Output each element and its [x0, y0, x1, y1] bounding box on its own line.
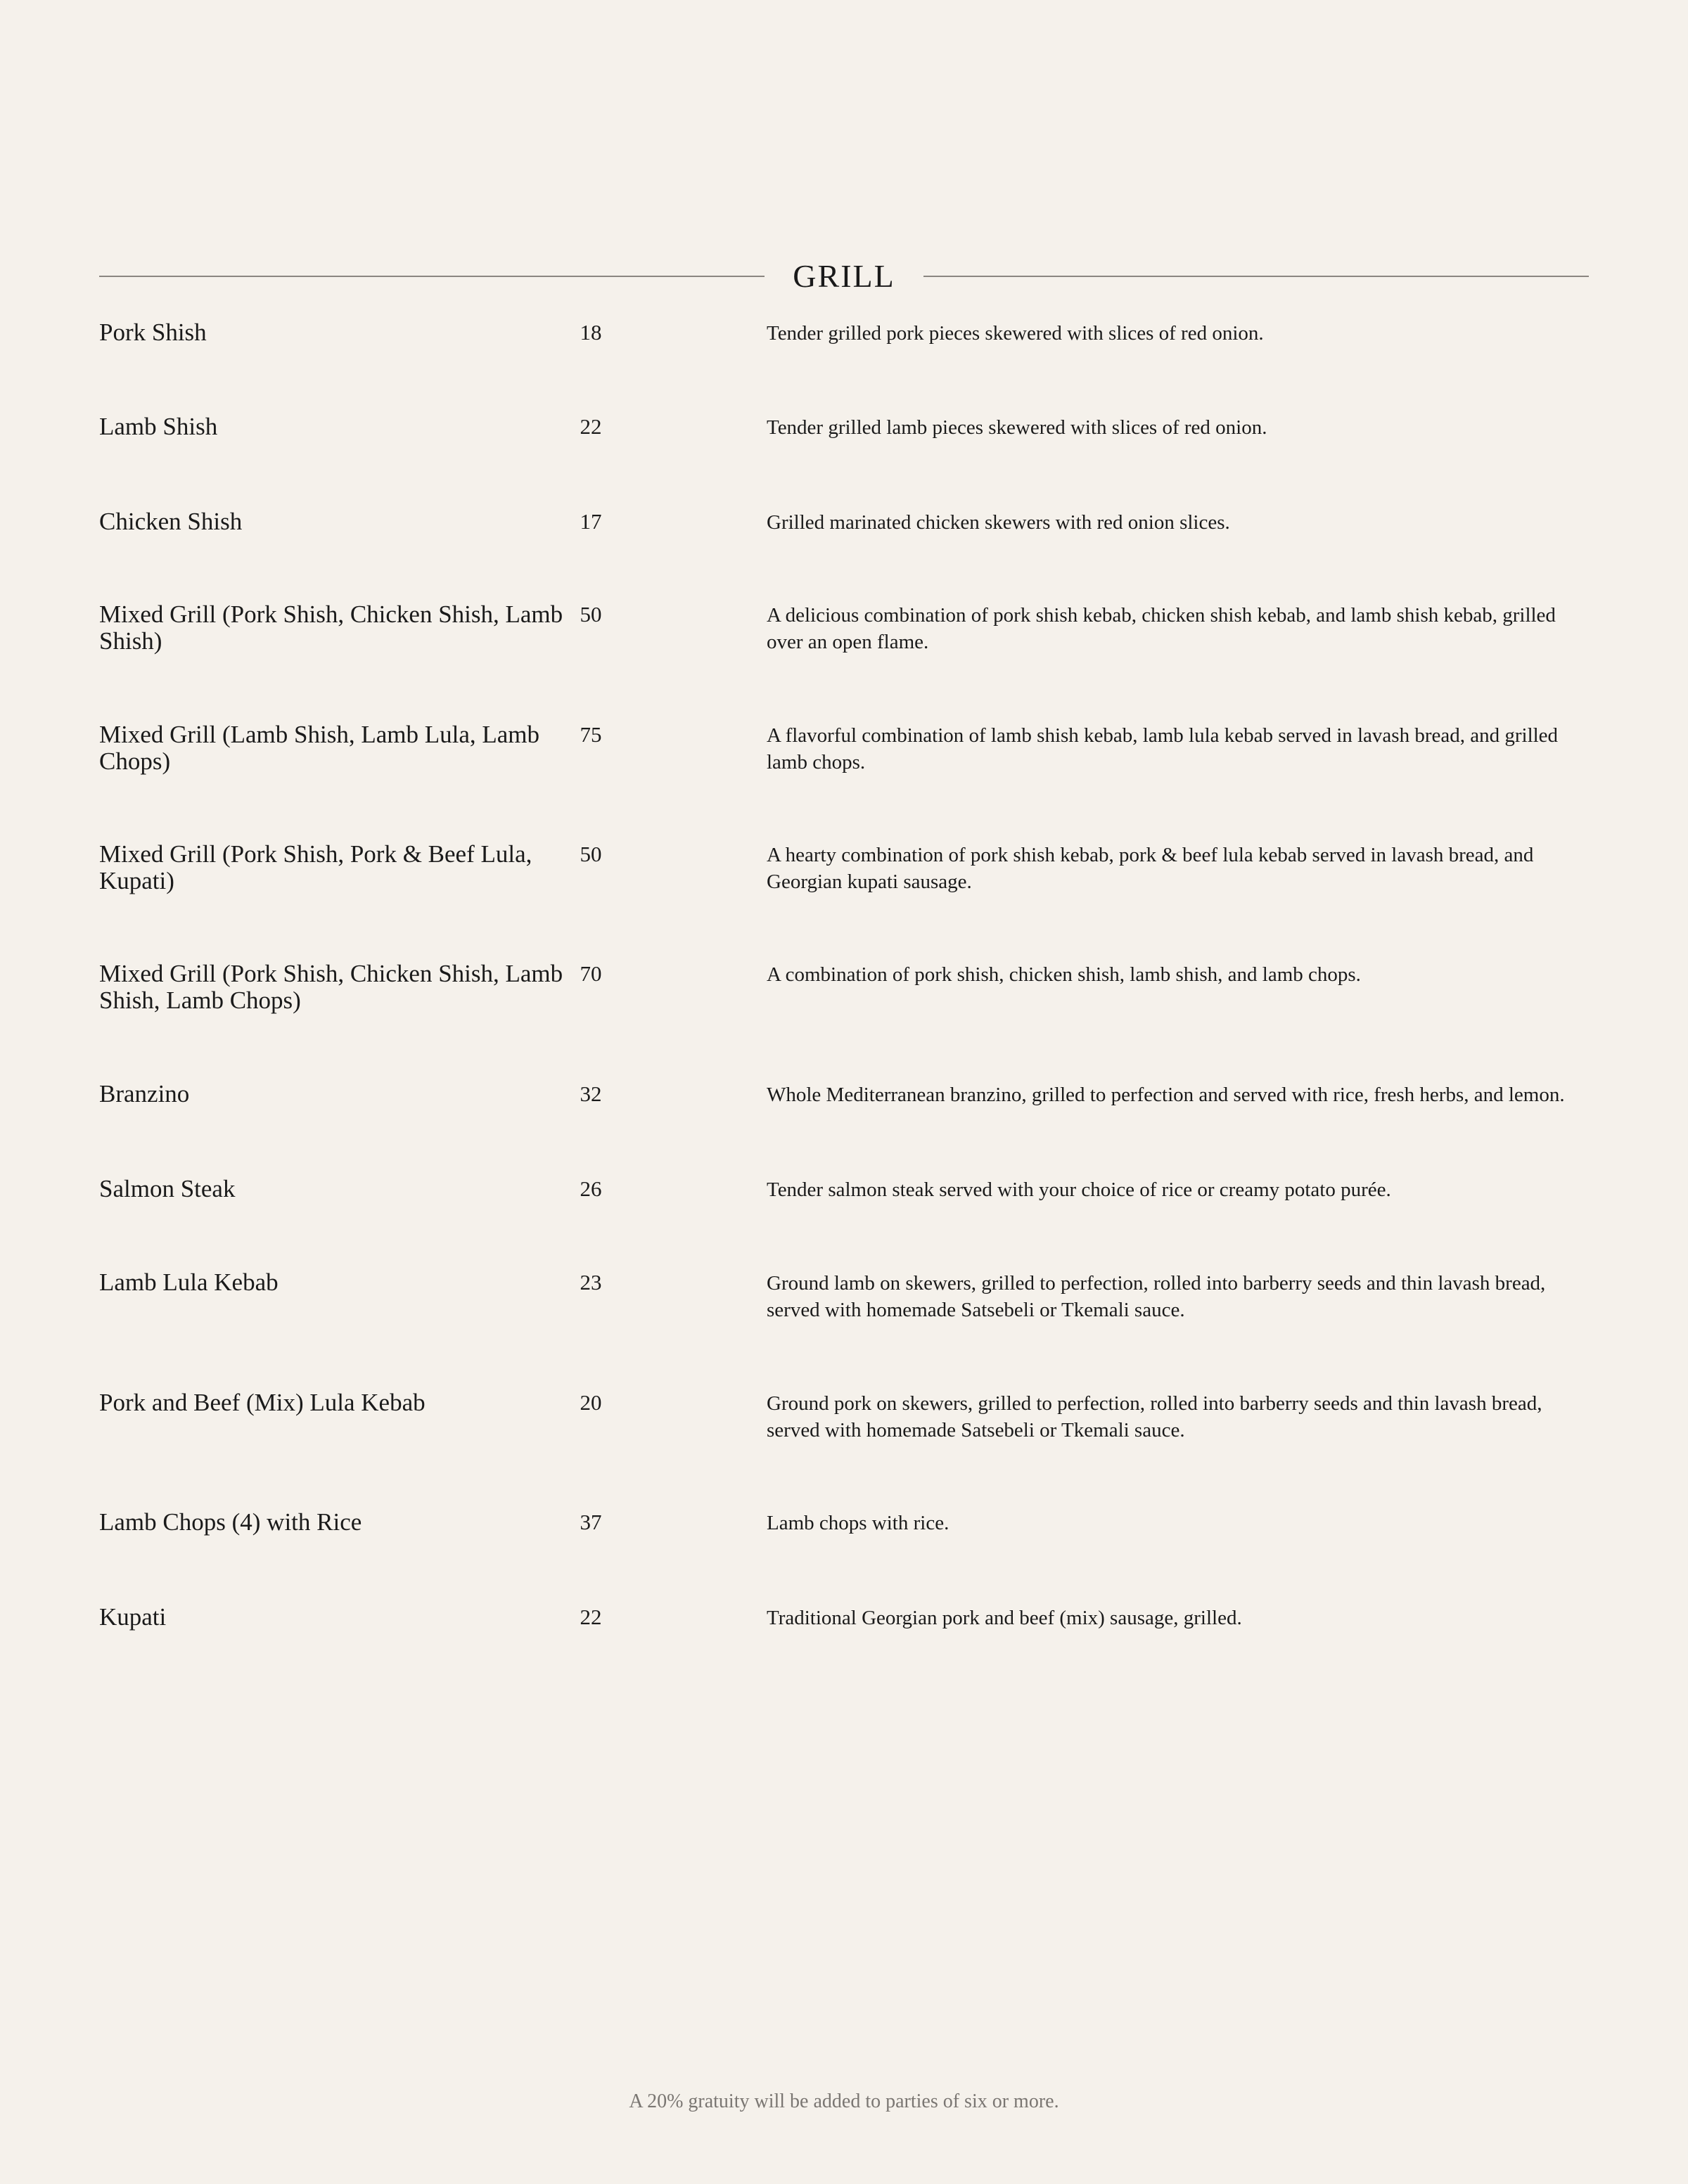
item-description: Tender grilled pork pieces skewered with slices of red onion.	[767, 322, 1264, 345]
item-name: Mixed Grill (Lamb Shish, Lamb Lula, Lamb Chops)	[99, 721, 540, 775]
item-name: Lamb Chops (4) with Rice	[99, 1508, 362, 1536]
item-name: Chicken Shish	[99, 508, 243, 535]
item-description: Grilled marinated chicken skewers with red onion slices.	[767, 511, 1230, 534]
menu-page	[99, 0, 1589, 2184]
item-price: 32	[580, 1081, 602, 1106]
item-name: Mixed Grill (Pork Shish, Chicken Shish, Lamb Shish, Lamb Chops)	[99, 960, 563, 1014]
item-price: 26	[580, 1176, 602, 1201]
menu-item-chicken-shish	[99, 508, 1589, 601]
menu-item-salmon-steak	[99, 1176, 1589, 1269]
menu-item-mixed-grill-4	[99, 961, 1589, 1081]
item-price: 22	[580, 1605, 602, 1629]
item-price: 23	[580, 1270, 602, 1295]
item-name: Lamb Shish	[99, 413, 218, 440]
item-name: Pork Shish	[99, 319, 207, 346]
menu-item-mixed-grill-1	[99, 601, 1589, 721]
item-description: Tender grilled lamb pieces skewered with slices of red onion.	[767, 416, 1267, 439]
menu-item-mixed-grill-3	[99, 841, 1589, 961]
item-name: Mixed Grill (Pork Shish, Pork & Beef Lula, Kupati)	[99, 840, 532, 894]
item-name: Kupati	[99, 1603, 167, 1631]
menu-item-pork-shish	[99, 319, 1589, 413]
menu-item-lamb-lula-kebab	[99, 1269, 1589, 1389]
item-price: 50	[580, 842, 602, 866]
gratuity-note: A 20% gratuity will be added to parties of six or more.	[629, 2090, 1059, 2112]
item-description: A hearty combination of pork shish kebab, pork & beef lula kebab served in lavash bread, and Georgian kupati sausage.	[767, 844, 1534, 893]
item-description: Lamb chops with rice.	[767, 1512, 950, 1534]
item-name: Pork and Beef (Mix) Lula Kebab	[99, 1389, 426, 1416]
item-name: Branzino	[99, 1080, 190, 1107]
item-price: 22	[580, 414, 602, 439]
item-description: Ground lamb on skewers, grilled to perfection, rolled into barberry seeds and thin lavash bread, served with homemade Satsebeli or Tkemali sauce.	[767, 1272, 1546, 1321]
item-price: 20	[580, 1390, 602, 1415]
item-price: 37	[580, 1510, 602, 1534]
item-price: 17	[580, 509, 602, 534]
item-description: A delicious combination of pork shish kebab, chicken shish kebab, and lamb shish kebab, grilled over an open flame.	[767, 604, 1556, 653]
item-description: Tender salmon steak served with your choice of rice or creamy potato purée.	[767, 1178, 1391, 1201]
menu-item-mixed-grill-2	[99, 721, 1589, 841]
section-header	[99, 256, 1589, 297]
section-title: GRILL	[793, 258, 895, 294]
item-description: A flavorful combination of lamb shish kebab, lamb lula kebab served in lavash bread, and grilled lamb chops.	[767, 724, 1559, 773]
menu-list	[99, 319, 1589, 1646]
menu-item-branzino	[99, 1081, 1589, 1176]
header-rule-right	[923, 276, 1589, 277]
header-rule-left	[99, 276, 765, 277]
item-price: 70	[580, 961, 602, 986]
item-description: Traditional Georgian pork and beef (mix) sausage, grilled.	[767, 1607, 1242, 1629]
item-price: 50	[580, 602, 602, 627]
menu-item-lamb-shish	[99, 413, 1589, 508]
item-description: Ground pork on skewers, grilled to perfection, rolled into barberry seeds and thin lavash bread, served with homemade Satsebeli or Tkemali sauce.	[767, 1392, 1542, 1441]
item-description: A combination of pork shish, chicken shish, lamb shish, and lamb chops.	[767, 963, 1361, 986]
item-name: Salmon Steak	[99, 1175, 236, 1202]
item-price: 75	[580, 722, 602, 747]
item-name: Lamb Lula Kebab	[99, 1268, 279, 1296]
item-price: 18	[580, 320, 602, 345]
menu-item-kupati	[99, 1604, 1589, 1646]
menu-item-pork-beef-lula-kebab	[99, 1389, 1589, 1509]
item-description: Whole Mediterranean branzino, grilled to perfection and served with rice, fresh herbs, and lemon.	[767, 1084, 1565, 1106]
menu-item-lamb-chops	[99, 1509, 1589, 1604]
item-name: Mixed Grill (Pork Shish, Chicken Shish, Lamb Shish)	[99, 600, 563, 655]
